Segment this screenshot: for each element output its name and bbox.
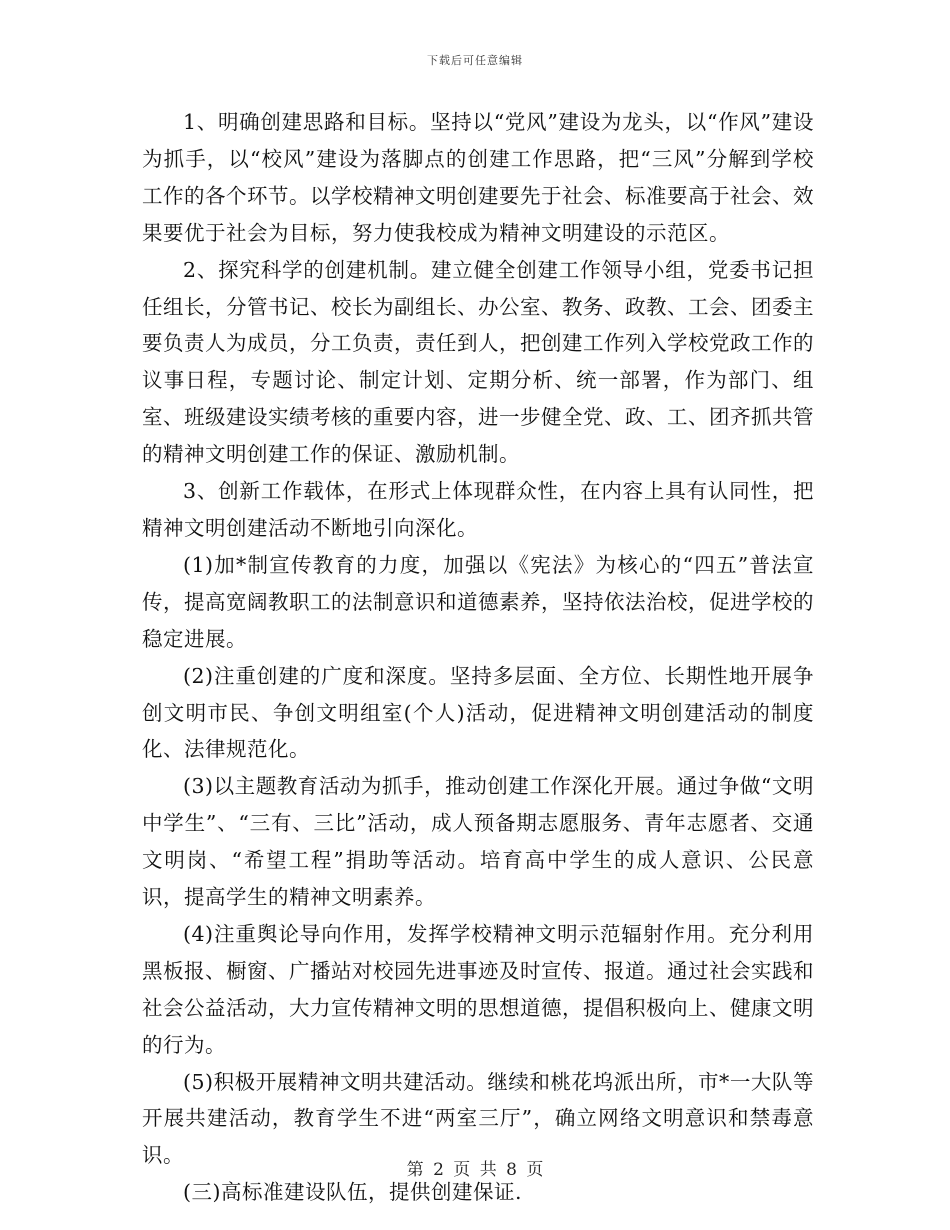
paragraph-1: 1、明确创建思路和目标。坚持以“党风”建设为龙头，以“作风”建设为抓手，以“校风”建设为落脚点的创建工作思路，把“三风”分解到学校工作的各个环节。以学校精神文明创建要先于社会、标准要高于社会、效果要优于社会为目标，努力使我校成为精神文明建设的示范区。 [142,110,814,245]
document-body [142,104,814,1211]
paragraph-9: (三)高标准建设队伍，提供创建保证. [183,1180,523,1205]
paragraph-3: 3、创新工作载体，在形式上体现群众性，在内容上具有认同性，把精神文明创建活动不断地引向深化。 [142,479,814,540]
paragraph-6: (3)以主题教育活动为抓手，推动创建工作深化开展。通过争做“文明中学生”、“三有、三比”活动，成人预备期志愿服务、青年志愿者、交通文明岗、“希望工程”捐助等活动。培育高中学生的成人意识、公民意识，提高学生的精神文明素养。 [142,774,814,910]
paragraph-8: (5)积极开展精神文明共建活动。继续和桃花坞派出所，市*一大队等开展共建活动，教育学生不进“两室三厅”，确立网络文明意识和禁毒意识。 [142,1069,814,1168]
page-header: 下载后可任意编辑 [427,54,523,67]
page-number: 第 2 页 共 8 页 [406,1160,544,1180]
paragraph-2: 2、探究科学的创建机制。建立健全创建工作领导小组，党委书记担任组长，分管书记、校长为副组长、办公室、教务、政教、工会、团委主要负责人为成员，分工负责，责任到人，把创建工作列入学校党政工作的议事日程，专题讨论、制定计划、定期分析、统一部署，作为部门、组室、班级建设实绩考核的重要内容，进一步健全党、政、工、团齐抓共管的精神文明创建工作的保证、激励机制。 [142,257,814,467]
paragraph-7: (4)注重舆论导向作用，发挥学校精神文明示范辐射作用。充分利用黑板报、橱窗、广播站对校园先进事迹及时宣传、报道。通过社会实践和社会公益活动，大力宣传精神文明的思想道德，提倡积极向上、健康文明的行为。 [142,921,814,1057]
paragraph-5: (2)注重创建的广度和深度。坚持多层面、全方位、长期性地开展争创文明市民、争创文明组室(个人)活动，促进精神文明创建活动的制度化、法律规范化。 [142,663,814,762]
paragraph-4: (1)加*制宣传教育的力度，加强以《宪法》为核心的“四五”普法宣传，提高宽阔教职工的法制意识和道德素养，坚持依法治校，促进学校的稳定进展。 [142,552,814,651]
